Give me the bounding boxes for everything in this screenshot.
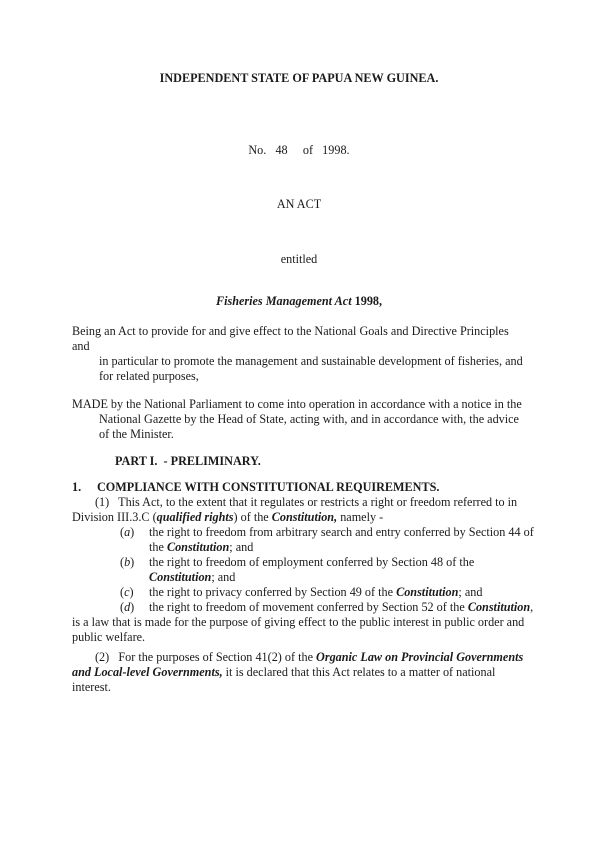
subsection-1 xyxy=(72,495,534,645)
preamble-being-line: in particular to promote the management and sustainable development of fisheries, and xyxy=(99,354,523,368)
item-d-label: (d) xyxy=(120,600,135,614)
item-a xyxy=(72,525,534,555)
subsection-1-line: (1) This Act, to the extent that it regulates or restricts a right or freedom referred to in xyxy=(95,495,518,509)
subsection-1-closing-line: public welfare. xyxy=(72,630,146,644)
item-b-label: (b) xyxy=(120,555,135,569)
item-b-line: Constitution; and xyxy=(149,570,236,584)
item-a-line: the Constitution; and xyxy=(149,540,254,554)
item-c-text xyxy=(149,585,526,600)
item-b-text xyxy=(149,555,526,585)
item-c-line: the right to privacy conferred by Section 49 of the Constitution; and xyxy=(149,585,483,599)
subsection-2-line: (2) For the purposes of Section 41(2) of the Organic Law on Provincial Governments xyxy=(95,650,524,664)
item-a-line: the right to freedom from arbitrary search and entry conferred by Section 44 of xyxy=(149,525,534,539)
preamble-made-line: National Gazette by the Head of State, acting with, and in accordance with, the advice xyxy=(99,412,519,426)
act-title: Fisheries Management Act 1998, xyxy=(215,294,383,308)
preamble-being xyxy=(72,324,526,384)
preamble-being-line: and xyxy=(72,339,90,353)
subsection-1-line: Division III.3.C (qualified rights) of the Constitution, namely - xyxy=(72,510,384,524)
preamble-being-line: for related purposes, xyxy=(99,369,199,383)
preamble-made-line: of the Minister. xyxy=(99,427,174,441)
act-number-line: No. 48 of 1998. xyxy=(248,143,350,157)
subsection-2 xyxy=(72,650,526,695)
preamble-made-line: MADE by the National Parliament to come into operation in accordance with a notice in the xyxy=(72,397,522,411)
item-c-label: (c) xyxy=(120,585,134,599)
country-title: INDEPENDENT STATE OF PAPUA NEW GUINEA. xyxy=(159,71,439,85)
item-b-line: the right to freedom of employment conferred by Section 48 of the xyxy=(149,555,475,569)
entitled-label: entitled xyxy=(280,252,318,266)
preamble-made xyxy=(72,397,526,442)
subsection-1-closing-line: is a law that is made for the purpose of giving effect to the public interest in public order and xyxy=(72,615,525,629)
subsection-2-line: interest. xyxy=(72,680,111,694)
item-c xyxy=(72,585,526,600)
item-d-line: the right to freedom of movement conferred by Section 52 of the Constitution, xyxy=(149,600,534,614)
item-a-label: (a) xyxy=(120,525,135,539)
part-heading: PART I. - PRELIMINARY. xyxy=(115,454,261,468)
subsection-2-line: and Local-level Governments, it is declared that this Act relates to a matter of national xyxy=(72,665,496,679)
section-heading-text: COMPLIANCE WITH CONSTITUTIONAL REQUIREMENTS. xyxy=(97,480,440,494)
preamble-being-line: Being an Act to provide for and give effect to the National Goals and Directive Principles xyxy=(72,324,509,338)
section-number: 1. xyxy=(72,480,82,494)
an-act-label: AN ACT xyxy=(276,197,322,211)
item-d xyxy=(72,600,534,615)
item-b xyxy=(72,555,526,585)
item-a-text xyxy=(149,525,534,555)
document-content xyxy=(0,71,600,695)
section-1-heading xyxy=(72,480,526,495)
item-d-text xyxy=(149,600,533,615)
